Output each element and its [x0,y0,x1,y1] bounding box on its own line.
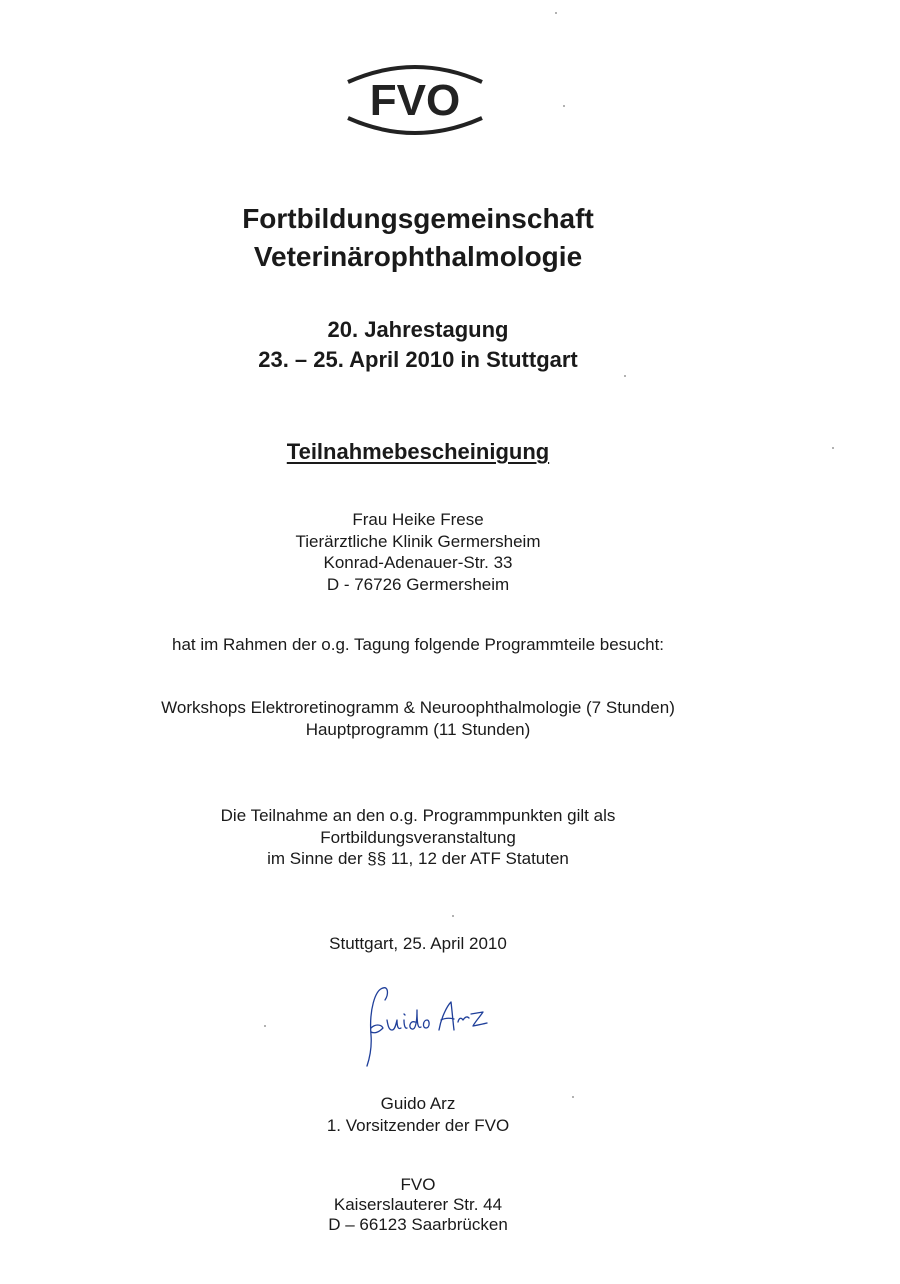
intro-text [0,634,836,656]
statement-line-1: Die Teilnahme an den o.g. Programmpunkten gilt als [220,806,616,825]
scan-speck [624,375,626,377]
footer-org: FVO [400,1175,436,1194]
event-info [0,315,836,375]
scan-speck [563,105,565,107]
document-title-text: Teilnahmebescheinigung [286,439,550,464]
scan-speck [572,1096,574,1098]
place-date-text: Stuttgart, 25. April 2010 [329,934,507,953]
scan-speck [832,447,834,449]
recipient-street: Konrad-Adenauer-Str. 33 [323,553,513,572]
program-list [0,697,836,741]
recipient-clinic: Tierärztliche Klinik Germersheim [295,531,541,551]
organization-line-2: Veterinärophthalmologie [253,241,583,272]
statement-line-2: Fortbildungsveranstaltung [320,827,516,847]
recipient-block [0,509,836,595]
organization-name [0,200,836,276]
signature-strokes [367,988,487,1066]
organization-line-1: Fortbildungsgemeinschaft [242,203,594,234]
event-line-1: 20. Jahrestagung [327,317,509,342]
scan-speck [555,12,557,14]
recipient-city: D - 76726 Germersheim [326,574,510,594]
fvo-logo [344,60,486,140]
place-and-date [0,933,836,955]
recipient-name: Frau Heike Frese [352,510,484,529]
footer-city: D – 66123 Saarbrücken [328,1215,508,1234]
statement-line-3: im Sinne der §§ 11, 12 der ATF Statuten [267,849,569,868]
scan-speck [452,915,454,917]
signer-name: Guido Arz [380,1094,456,1113]
intro-line: hat im Rahmen der o.g. Tagung folgende Programmteile besucht: [171,635,665,654]
event-line-2: 23. – 25. April 2010 in Stuttgart [258,347,578,372]
program-item: Hauptprogramm (11 Stunden) [305,720,531,739]
signer-role: 1. Vorsitzender der FVO [326,1116,510,1135]
statement-block [0,805,836,870]
logo-text: FVO [369,76,461,125]
footer-address [0,1175,836,1235]
signer-block [0,1093,836,1137]
scan-speck [264,1025,266,1027]
program-item: Workshops Elektroretinogramm & Neuroophthalmologie (7 Stunden) [161,698,675,717]
handwritten-signature [355,980,500,1070]
document-title [0,437,836,467]
footer-street: Kaiserslauterer Str. 44 [333,1195,503,1214]
